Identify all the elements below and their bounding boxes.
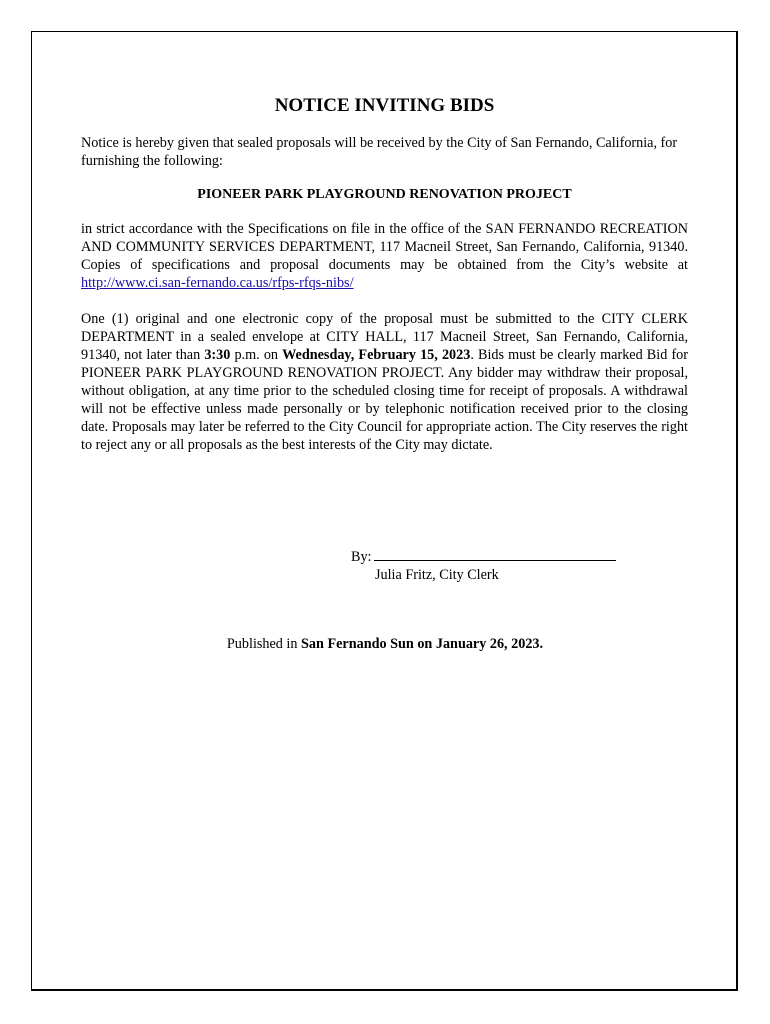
project-heading: PIONEER PARK PLAYGROUND RENOVATION PROJECT — [197, 187, 572, 202]
signer-name: Julia Fritz, City Clerk — [375, 567, 499, 583]
specifications-paragraph — [81, 220, 688, 292]
proposal-text-3: . Bids must be clearly marked Bid for PIONEER PARK PLAYGROUND RENOVATION PROJECT. Any bidder may withdraw their proposal, without obligation, at any time prior to the scheduled closing time for receipt of proposals. A withdrawal will not be effective unless made personally or by telephonic notification received prior to the closing date. Proposals may later be referred to the City Council for appropriate action. The City reserves the right to reject any or all proposals as the best interests of the City may dictate. — [81, 347, 688, 453]
signature-line — [374, 546, 616, 561]
publication-details: San Fernando Sun on January 26, 2023. — [301, 636, 544, 652]
by-label: By: — [351, 549, 372, 565]
closing-date: Wednesday, February 15, 2023 — [282, 347, 471, 363]
closing-time: 3:30 — [204, 347, 231, 363]
proposal-text-2: p.m. on — [230, 347, 283, 363]
publication-prefix: Published in — [226, 636, 302, 652]
proposal-paragraph — [81, 310, 688, 454]
proposal-text-1: One (1) original and one electronic copy of the proposal must be submitted to the CITY CLERK DEPARTMENT in a sealed envelope at CITY HALL, 117 Macneil Street, San Fernando, California, 91340, not later than — [81, 311, 688, 363]
signature-row — [351, 546, 616, 566]
signature-block — [351, 546, 616, 584]
specifications-text: in strict accordance with the Specifications on file in the office of the SAN FERNANDO RECREATION AND COMMUNITY SERVICES DEPARTMENT, 117 Macneil Street, San Fernando, California, 91340. Copies of specifications and proposal documents may be obtained from the City’s website at — [81, 221, 688, 273]
publication-note — [0, 635, 770, 653]
page-title: NOTICE INVITING BIDS — [274, 95, 495, 116]
intro-paragraph: Notice is hereby given that sealed proposals will be received by the City of San Fernando, California, for furnishing the following: — [81, 135, 678, 169]
rfp-website-link[interactable]: http://www.ci.san-fernando.ca.us/rfps-rfqs-nibs/ — [81, 275, 354, 291]
notice-body — [81, 94, 688, 454]
